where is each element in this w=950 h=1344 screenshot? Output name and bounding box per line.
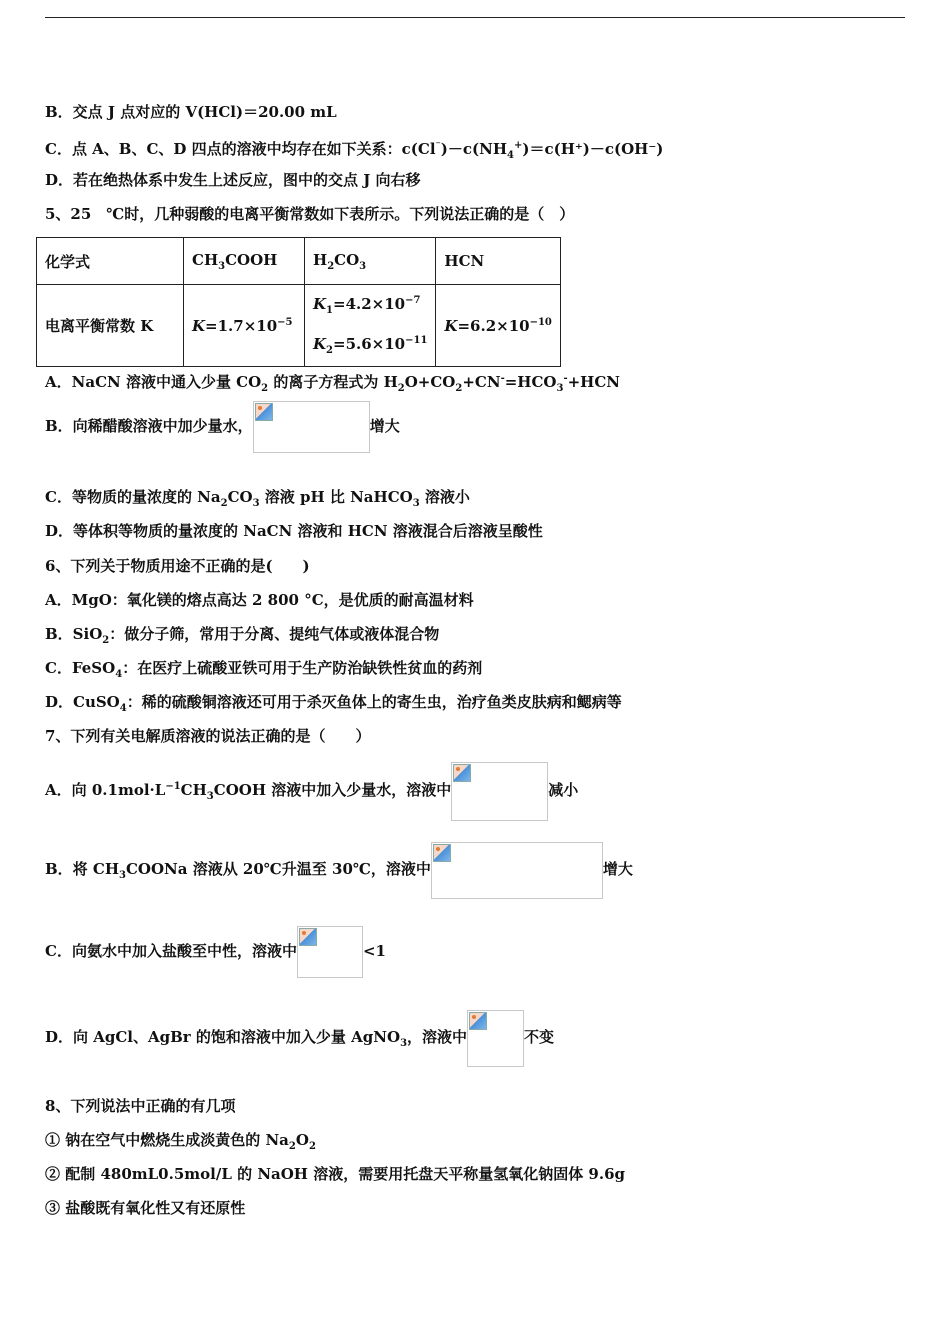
formula-image-placeholder [253,401,370,453]
q4-option-d: D．若在绝热体系中发生上述反应，图中的交点 J 向右移 [45,171,421,189]
q4-option-c: C．点 A、B、C、D 四点的溶液中均存在如下关系：$c(Cl^{^-})-c(NH_4^+)=c(H^+)-c(OH^-)$ [45,140,664,161]
formula-image-placeholder [297,926,363,978]
q8-stem: 8、下列说法中正确的有几项 [45,1097,236,1115]
table-header-ch3cooh: $CH_3COOH$ [184,238,305,285]
q8-item-1: ① 钠在空气中燃烧生成淡黄色的 $Na_2O_2$ [45,1131,316,1152]
q8-item-3: ③ 盐酸既有氧化性又有还原性 [45,1199,246,1217]
table-cell-h2co3-k: $K_1=4.2\times 10^{-7}$ $K_2=5.6\times 10^{-11}$ [305,285,436,367]
ionization-constant-table [36,237,561,367]
q5-option-b: B．向稀醋酸溶液中加少量水， 增大 [45,400,400,453]
broken-image-icon [469,1012,487,1030]
broken-image-icon [433,844,451,862]
header-rule [45,17,905,18]
q6-stem: 6、下列关于物质用途不正确的是( ) [45,557,310,575]
q7-stem: 7、下列有关电解质溶液的说法正确的是（ ） [45,727,371,745]
formula-image-placeholder [451,762,548,821]
q7-option-a: A．向 $0.1mol\cdot L^{-1}CH_3COOH$ 溶液中加入少量水，溶液中 减小 [45,757,578,826]
q5-option-c: C．等物质的量浓度的 $Na_2CO_3$ 溶液 pH 比 NaHCO$_3$ 溶液小 [45,488,470,509]
q7-option-c: C．向氨水中加入盐酸至中性，溶液中 <1 [45,925,386,978]
q8-item-2: ② 配制 480mL0.5mol/L 的 NaOH 溶液，需要用托盘天平称量氢氧化钠固体 9.6g [45,1165,626,1183]
table-header-h2co3: $H_2CO_3$ [305,238,436,285]
broken-image-icon [299,928,317,946]
q7-option-d: D．向 AgCl、AgBr 的饱和溶液中加入少量 AgNO$_3$，溶液中 不变 [45,1009,554,1072]
q6-option-a: A．MgO：氧化镁的熔点高达 2 800 °C，是优质的耐高温材料 [45,591,474,609]
table-header-hcn: HCN [436,238,560,285]
q5-option-d: D．等体积等物质的量浓度的 NaCN 溶液和 HCN 溶液混合后溶液呈酸性 [45,522,543,540]
formula-image-placeholder [467,1010,524,1067]
q7-option-b: B．将 $CH_3COONa$ 溶液从 20℃升温至 30℃，溶液中 增大 [45,841,633,904]
broken-image-icon [453,764,471,782]
q6-option-c: C．FeSO$_4$：在医疗上硫酸亚铁可用于生产防治缺铁性贫血的药剂 [45,659,483,680]
q6-option-b: B．SiO$_2$：做分子筛，常用于分离、提纯气体或液体混合物 [45,625,440,646]
table-cell-ch3cooh-k: $K=1.7\times 10^{-5}$ [184,285,305,367]
table-row-label: 电离平衡常数 K [37,285,184,367]
q5-stem: 5、25 ℃时，几种弱酸的电离平衡常数如下表所示。下列说法正确的是（ ） [45,205,575,223]
formula-image-placeholder [431,842,603,899]
q6-option-d: D．CuSO$_4$：稀的硫酸铜溶液还可用于杀灭鱼体上的寄生虫，治疗鱼类皮肤病和鳃病等 [45,693,622,714]
broken-image-icon [255,403,273,421]
q4-option-b: B．交点 J 点对应的 V(HCl)＝20.00 mL [45,103,337,121]
table-header-formula: 化学式 [37,238,184,285]
q5-option-a: A．NaCN 溶液中通入少量 $CO_2$ 的离子方程式为 $H_2O+CO_2+CN^-=HCO_3^-+HCN$ [45,373,620,394]
table-cell-hcn-k: $K=6.2\times 10^{-10}$ [436,285,560,367]
